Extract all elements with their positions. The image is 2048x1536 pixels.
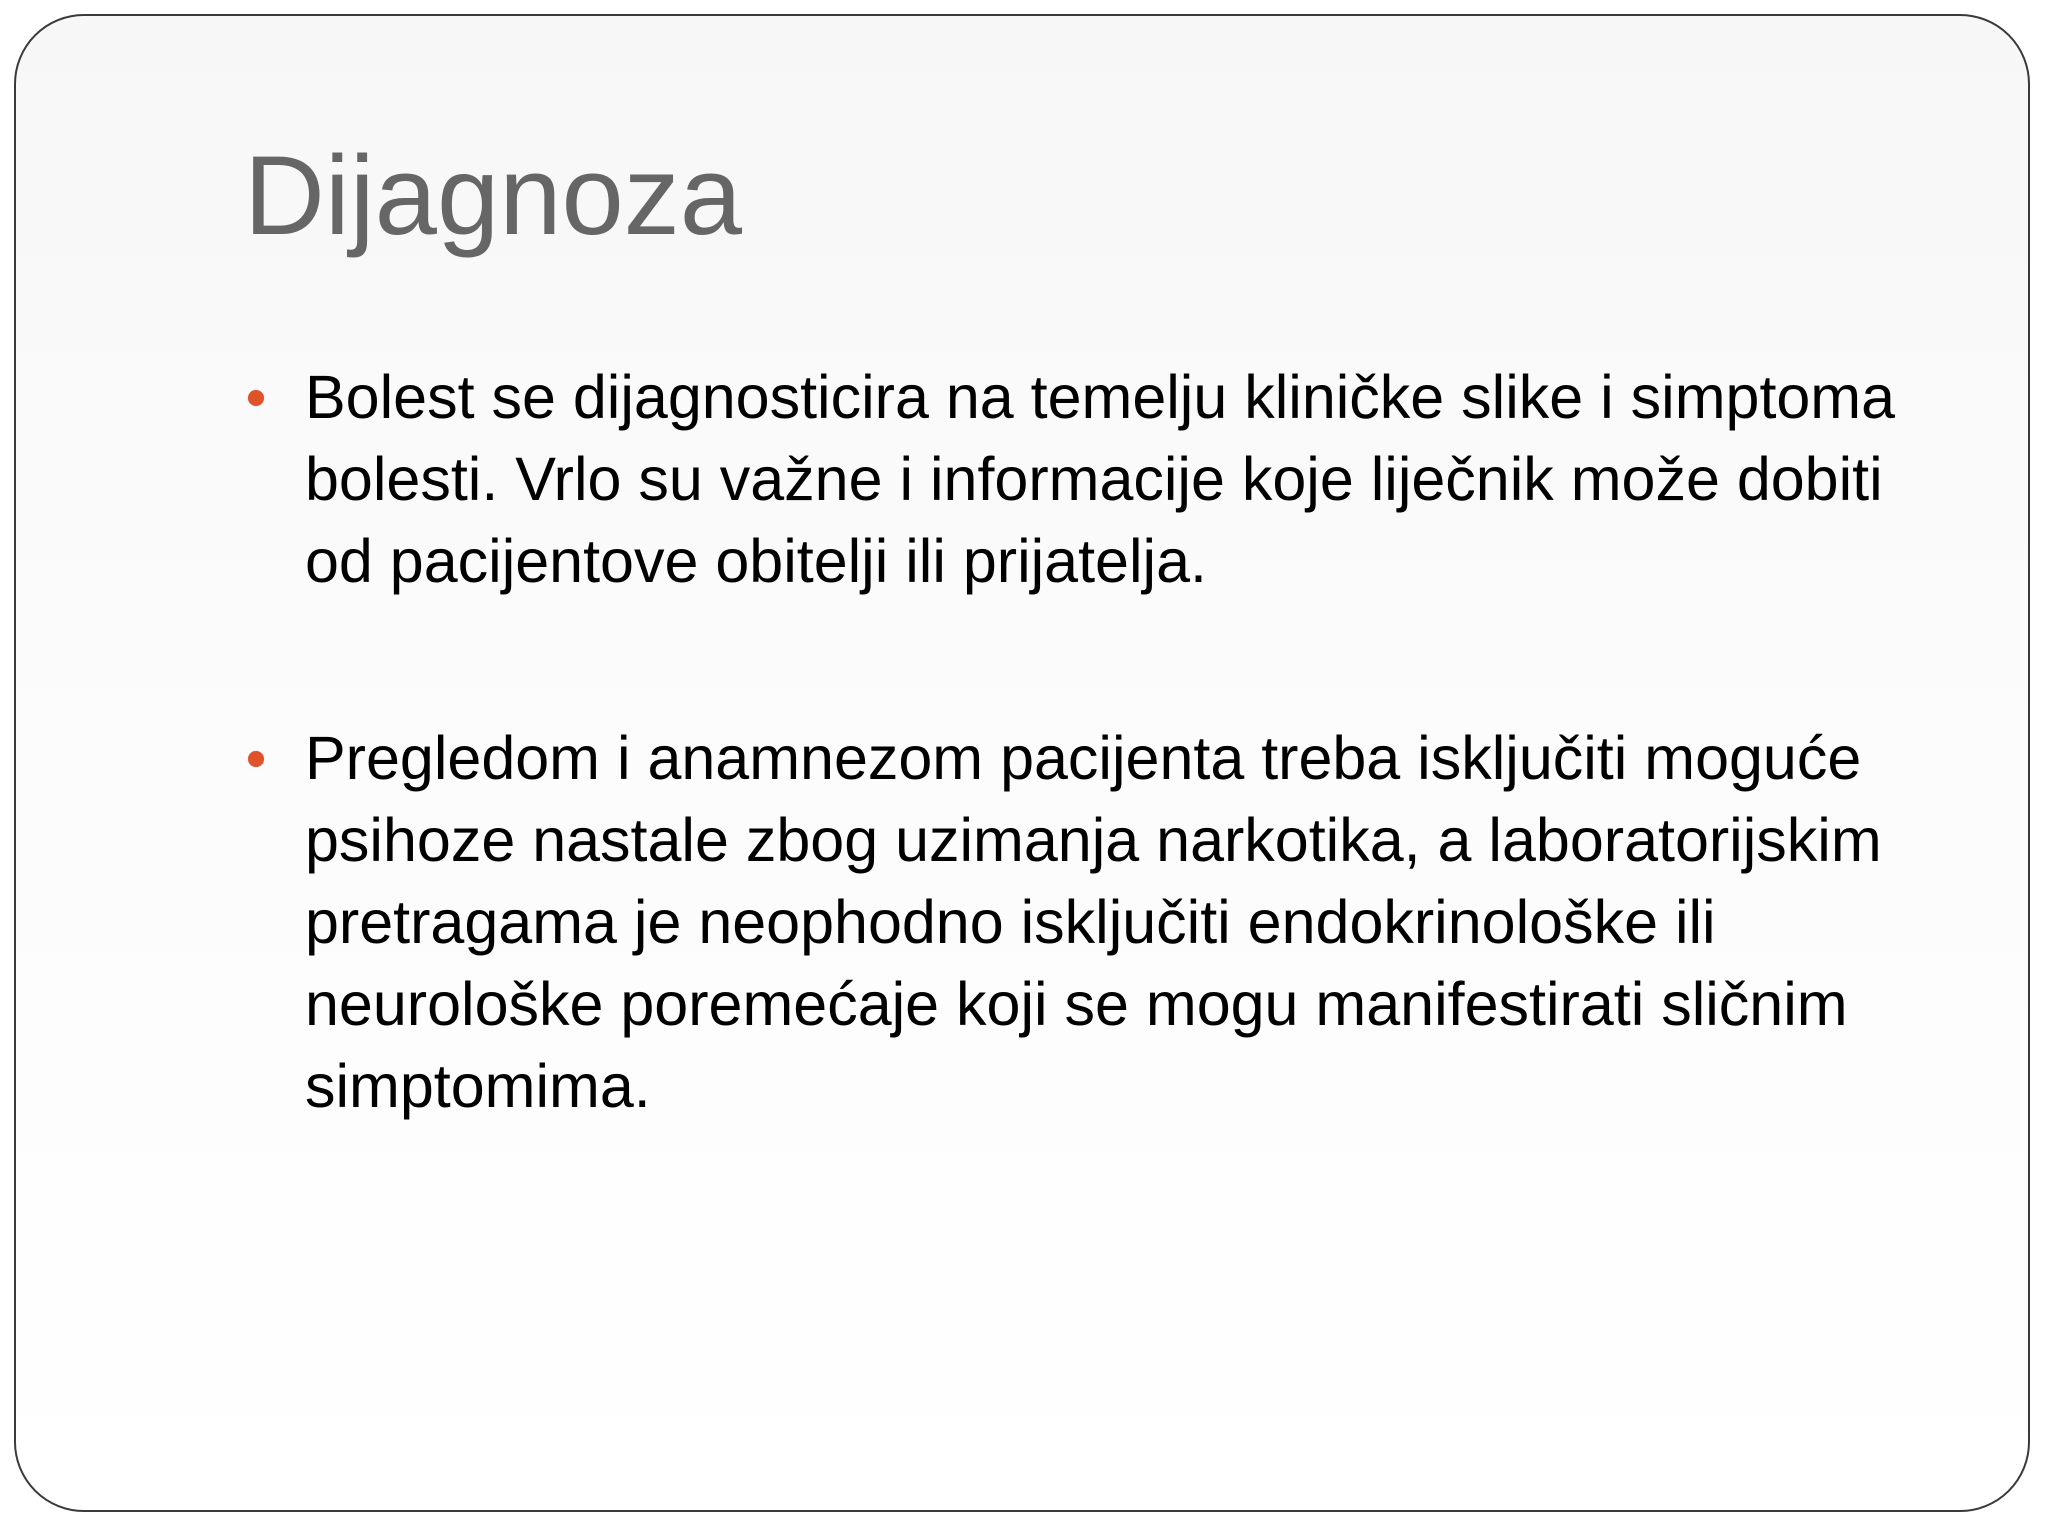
bullet-text: Bolest se dijagnosticira na temelju kliničke slike i simptoma bolesti. Vrlo su važne i informacije koje liječnik može dobiti od pacijentove obitelji ili prijatelja. xyxy=(305,363,1896,595)
slide-title: Dijagnoza xyxy=(244,133,743,258)
bullet-item xyxy=(244,717,1944,1127)
bullet-list xyxy=(244,356,1944,1127)
bullet-dot-icon xyxy=(248,751,264,767)
bullet-item xyxy=(244,356,1944,602)
bullet-dot-icon xyxy=(248,390,264,406)
slide-frame xyxy=(14,14,2030,1512)
bullet-text: Pregledom i anamnezom pacijenta treba isključiti moguće psihoze nastale zbog uzimanja narkotika, a laboratorijskim pretragama je neophodno isključiti endokrinološke ili neurološke poremećaje koji se mogu manifestirati sličnim simptomima. xyxy=(305,724,1882,1120)
